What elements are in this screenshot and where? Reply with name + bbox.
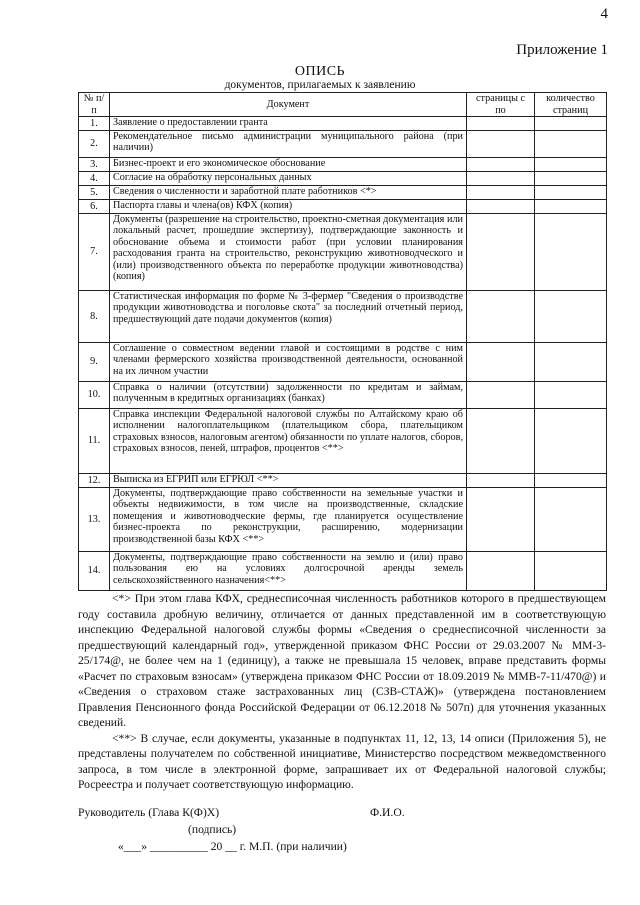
row-document: Документы (разрешение на строительство, проектно-сметная документация или локальный расчет, прошедшие экспертизу), подтверждающие законность и обоснование объема и стоимости работ (при условии планирования расходования гранта на строительство, реконструкцию животноводческого и (или) производственного объекта по переработке продукции животноводства)(копия) — [110, 214, 467, 291]
row-document: Справка о наличии (отсутствии) задолженности по кредитам и займам, полученным в кредитных организациях (банках) — [110, 382, 467, 409]
row-pages-count — [535, 291, 607, 343]
header-pages-from: страницы с по — [467, 93, 535, 117]
table-row — [79, 131, 607, 158]
row-pages-count — [535, 409, 607, 474]
page-number: 4 — [600, 6, 608, 22]
row-pages-count — [535, 382, 607, 409]
table-row — [79, 474, 607, 488]
row-pages-count — [535, 343, 607, 382]
row-pages-count — [535, 200, 607, 214]
row-document: Бизнес-проект и его экономическое обоснование — [110, 158, 467, 172]
table-row — [79, 409, 607, 474]
table-row — [79, 488, 607, 552]
table-row — [79, 172, 607, 186]
table-row — [79, 552, 607, 591]
document-subtitle: документов, прилагаемых к заявлению — [224, 79, 416, 91]
row-pages-from — [467, 488, 535, 552]
signature-caption: (подпись) — [188, 823, 237, 836]
row-pages-count — [535, 552, 607, 591]
row-document: Сведения о численности и заработной плате работников <*> — [110, 186, 467, 200]
table-row — [79, 200, 607, 214]
row-num: 4. — [79, 172, 110, 186]
row-pages-count — [535, 158, 607, 172]
row-pages-from — [467, 343, 535, 382]
row-document: Документы, подтверждающие право собственности на землю и (или) право пользования ею на условиях долгосрочной аренды земель сельскохозяйственного назначения<**> — [110, 552, 467, 591]
row-document: Рекомендательное письмо администрации муниципального района (при наличии) — [110, 131, 467, 158]
row-pages-from — [467, 131, 535, 158]
footnotes — [78, 591, 606, 793]
row-pages-from — [467, 158, 535, 172]
row-pages-from — [467, 409, 535, 474]
row-num: 12. — [79, 474, 110, 488]
footnote-1: <*> При этом глава КФХ, среднесписочная численность работников которого в предшествующем году составила дробную величину, отличается от данных представленной им в соответствующую инспекцию Федеральной налоговой службы формы «Сведения о среднесписочной численности за предшествующий календарный год», утвержденной приказом ФНС России от 29.03.2007 № ММ-3-25/174@, не более чем на 1 (единицу), а также не превышала 15 человек, вправе представить формы «Расчет по страховым взносам» (утверждена приказом ФНС России от 18.09.2019 № ММВ-7-11/470@) и «Сведения о страховом стаже застрахованных лиц (СЗВ-СТАЖ)» (утверждена постановлением Правления Пенсионного фонда Российской Федерации от 06.12.2018 № 507п) для уточнения указанных сведений. — [78, 592, 606, 729]
table-row — [79, 117, 607, 131]
date-line: «___» __________ 20 __ г. М.П. (при наличии) — [118, 840, 347, 853]
row-num: 7. — [79, 214, 110, 291]
appendix-label: Приложение 1 — [516, 42, 608, 58]
row-document: Согласие на обработку персональных данных — [110, 172, 467, 186]
row-pages-from — [467, 214, 535, 291]
row-document: Статистическая информация по форме № 3-фермер "Сведения о производстве продукции животноводства и поголовье скота" за последний отчетный период, предшествующий дате подачи документов (копия) — [110, 291, 467, 343]
row-pages-from — [467, 474, 535, 488]
head-signature-label: Руководитель (Глава К(Ф)Х) — [78, 806, 220, 819]
row-pages-from — [467, 200, 535, 214]
row-document: Документы, подтверждающие право собственности на земельные участки и объекты недвижимости, в том числе на производственные, складские помещения и животноводческие фермы, где планируется осуществление бизнес-проекта по реконструкции, расширению, модернизации производственной базы КФХ <**> — [110, 488, 467, 552]
row-pages-count — [535, 186, 607, 200]
row-document: Справка инспекции Федеральной налоговой службы по Алтайскому краю об исполнении налогоплательщиком (плательщиком сбора, плательщиком страховых взносов, налоговым агентом) обязанности по уплате налогов, сборов, страховых взносов, пеней, штрафов, процентов <**> — [110, 409, 467, 474]
row-document: Паспорта главы и члена(ов) КФХ (копия) — [110, 200, 467, 214]
row-document: Соглашение о совместном ведении главой и состоящими в родстве с ним членами фермерского хозяйства производственной деятельности, основанной на их личном участии — [110, 343, 467, 382]
header-num: № п/п — [79, 93, 110, 117]
table-row — [79, 343, 607, 382]
row-pages-count — [535, 214, 607, 291]
row-num: 14. — [79, 552, 110, 591]
row-pages-from — [467, 117, 535, 131]
row-num: 5. — [79, 186, 110, 200]
row-pages-from — [467, 291, 535, 343]
row-pages-count — [535, 488, 607, 552]
row-num: 8. — [79, 291, 110, 343]
row-num: 1. — [79, 117, 110, 131]
inventory-table — [78, 92, 607, 591]
table-row — [79, 291, 607, 343]
row-num: 13. — [79, 488, 110, 552]
row-pages-from — [467, 382, 535, 409]
fio-label: Ф.И.О. — [370, 806, 405, 819]
row-num: 11. — [79, 409, 110, 474]
row-num: 3. — [79, 158, 110, 172]
row-document: Заявление о предоставлении гранта — [110, 117, 467, 131]
row-pages-from — [467, 552, 535, 591]
row-num: 9. — [79, 343, 110, 382]
row-pages-count — [535, 117, 607, 131]
row-pages-from — [467, 172, 535, 186]
row-document: Выписка из ЕГРИП или ЕГРЮЛ <**> — [110, 474, 467, 488]
table-row — [79, 186, 607, 200]
footnote-2: <**> В случае, если документы, указанные в подпунктах 11, 12, 13, 14 описи (Приложения 5), не представлены получателем по собственной инициативе, Министерство посредством межведомственного запроса, в том числе в электронной форме, запрашивает их от Федеральной налоговой службы; Росреестра и получает соответствующую информацию. — [78, 731, 606, 791]
header-pages-count: количество страниц — [535, 93, 607, 117]
row-pages-from — [467, 186, 535, 200]
row-pages-count — [535, 131, 607, 158]
document-title: ОПИСЬ — [294, 64, 346, 79]
row-num: 10. — [79, 382, 110, 409]
header-document: Документ — [110, 93, 467, 117]
row-num: 6. — [79, 200, 110, 214]
row-num: 2. — [79, 131, 110, 158]
table-row — [79, 382, 607, 409]
table-row — [79, 214, 607, 291]
row-pages-count — [535, 474, 607, 488]
row-pages-count — [535, 172, 607, 186]
table-row — [79, 158, 607, 172]
